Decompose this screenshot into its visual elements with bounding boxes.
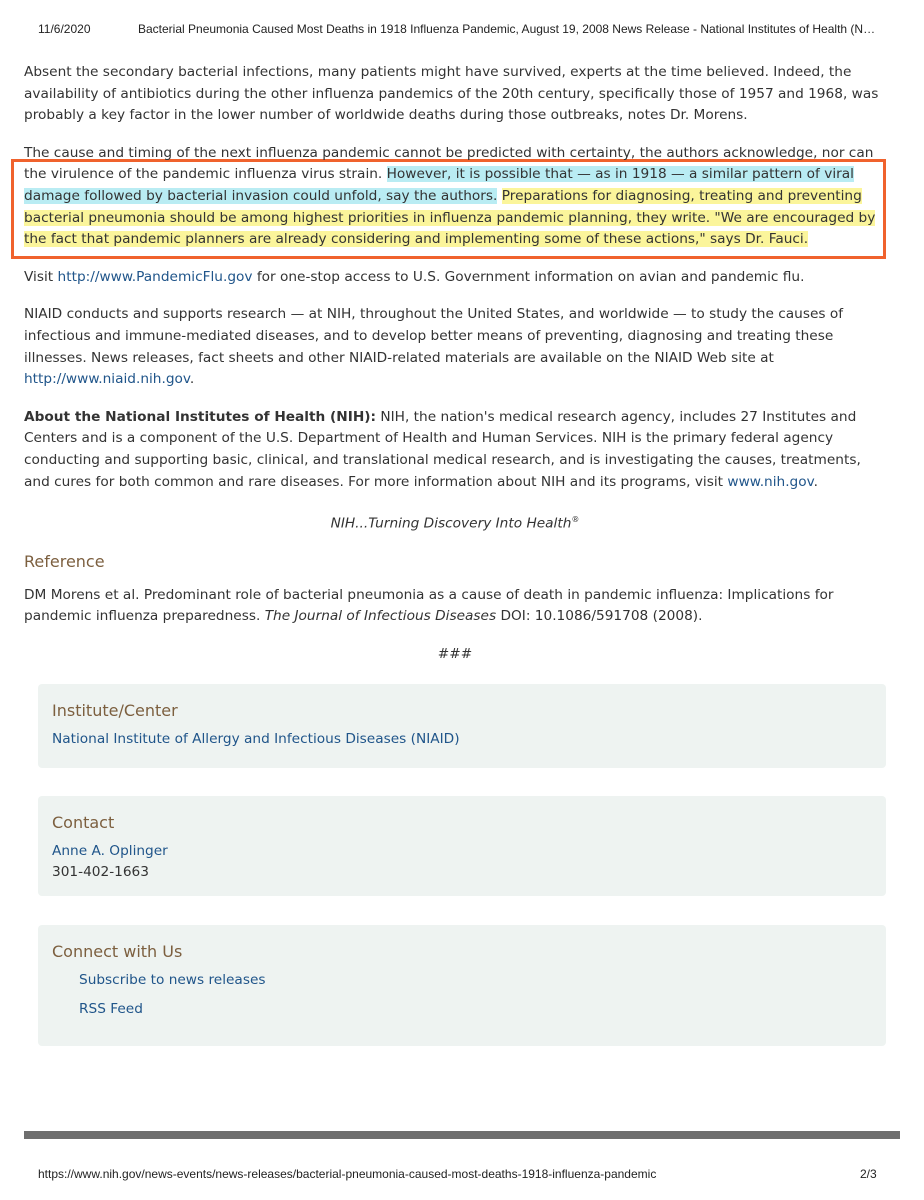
niaid-text-pre: NIAID conducts and supports research — at NIH, throughout the United States, and worldwide — to study the causes of infectious and immune-mediated diseases, and to develop better means of preventing, diagnosing and treating these illnesses. News releases, fact sheets and other NIAID-related materials are available on the NIAID Web site at [24, 306, 844, 366]
paragraph-next-pandemic [24, 143, 886, 251]
pandemicflu-text-pre: Visit [24, 268, 58, 285]
cyan-highlight-text: However, it is possible that — as in 1918 — a similar pattern of viral damage followed by bacterial invasion could unfold, say the authors. [24, 166, 854, 204]
tagline-text: NIH...Turning Discovery Into Health [330, 515, 572, 532]
paragraph-next-pandemic-text: The cause and timing of the next influenza pandemic cannot be predicted with certainty, the authors acknowledge, nor can the virulence of the pandemic influenza virus strain. [24, 144, 874, 183]
subscribe-link[interactable]: Subscribe to news releases [79, 972, 266, 988]
connect-panel [38, 925, 886, 1046]
about-nih-post: . [813, 473, 819, 490]
print-url: https://www.nih.gov/news-events/news-releases/bacterial-pneumonia-caused-most-deaths-1918-influenza-pandemic [38, 1167, 657, 1181]
yellow-highlight-text: Preparations for diagnosing, treating and preventing bacterial pneumonia should be among highest priorities in influenza pandemic planning, they write. "We are encouraged by the fact that pandemic planners are already considering and implementing some of these actions," says Dr. Fauci. [24, 187, 876, 248]
paragraph-secondary-infections: Absent the secondary bacterial infections, many patients might have survived, experts at the time believed. Indeed, the availability of antibiotics during the other influenza pandemics of the 20th century, specifically those of 1957 and 1968, was probably a key factor in the lower number of worldwide deaths during those outbreaks, notes Dr. Morens. [24, 64, 879, 124]
connect-heading: Connect with Us [52, 942, 183, 961]
nih-tagline [24, 509, 886, 535]
about-nih-label: About the National Institutes of Health (NIH): [24, 408, 377, 425]
citation-text-post: DOI: 10.1086/591708 (2008). [496, 608, 703, 625]
end-mark: ### [437, 646, 473, 663]
reference-citation [24, 585, 886, 628]
citation-text-pre: DM Morens et al. Predominant role of bacterial pneumonia as a cause of death in pandemic influenza: Implications for pandemic influenza preparedness. [24, 586, 834, 625]
niaid-institute-link[interactable]: National Institute of Allergy and Infectious Diseases (NIAID) [52, 731, 460, 747]
about-nih-text: NIH, the nation's medical research agency, includes 27 Institutes and Centers and is a component of the U.S. Department of Health and Human Services. NIH is the primary federal agency conducting and supporting basic, clinical, and translational medical research, and is investigating the causes, treatments, and cures for both common and rare diseases. For more information about NIH and its programs, visit [24, 408, 861, 490]
institute-heading: Institute/Center [52, 701, 178, 720]
rss-feed-link[interactable]: RSS Feed [79, 1001, 143, 1017]
paragraph-about-nih [24, 407, 886, 493]
journal-name: The Journal of Infectious Diseases [264, 608, 497, 625]
page-number: 2/3 [860, 1167, 877, 1181]
reference-heading: Reference [24, 552, 105, 572]
contact-phone: 301-402-1663 [52, 864, 149, 880]
print-page-title: Bacterial Pneumonia Caused Most Deaths in 1918 Influenza Pandemic, August 19, 2008 News Release - National Institutes of Health (N… [138, 22, 876, 36]
footer-divider [24, 1131, 900, 1139]
niaid-link[interactable]: http://www.niaid.nih.gov [24, 371, 190, 388]
registered-mark: ® [571, 515, 580, 525]
contact-heading: Contact [52, 813, 115, 832]
paragraph-pandemicflu [24, 267, 886, 289]
paragraph-niaid [24, 304, 886, 390]
nih-link[interactable]: www.nih.gov [727, 473, 814, 490]
article-body [24, 62, 886, 682]
niaid-text-post: . [189, 371, 195, 388]
pandemicflu-text-post: for one-stop access to U.S. Government information on avian and pandemic flu. [252, 268, 805, 285]
pandemicflu-link[interactable]: http://www.PandemicFlu.gov [57, 268, 253, 285]
institute-panel [38, 684, 886, 768]
print-date: 11/6/2020 [38, 22, 91, 36]
contact-panel [38, 796, 886, 896]
contact-name-link[interactable]: Anne A. Oplinger [52, 843, 168, 859]
